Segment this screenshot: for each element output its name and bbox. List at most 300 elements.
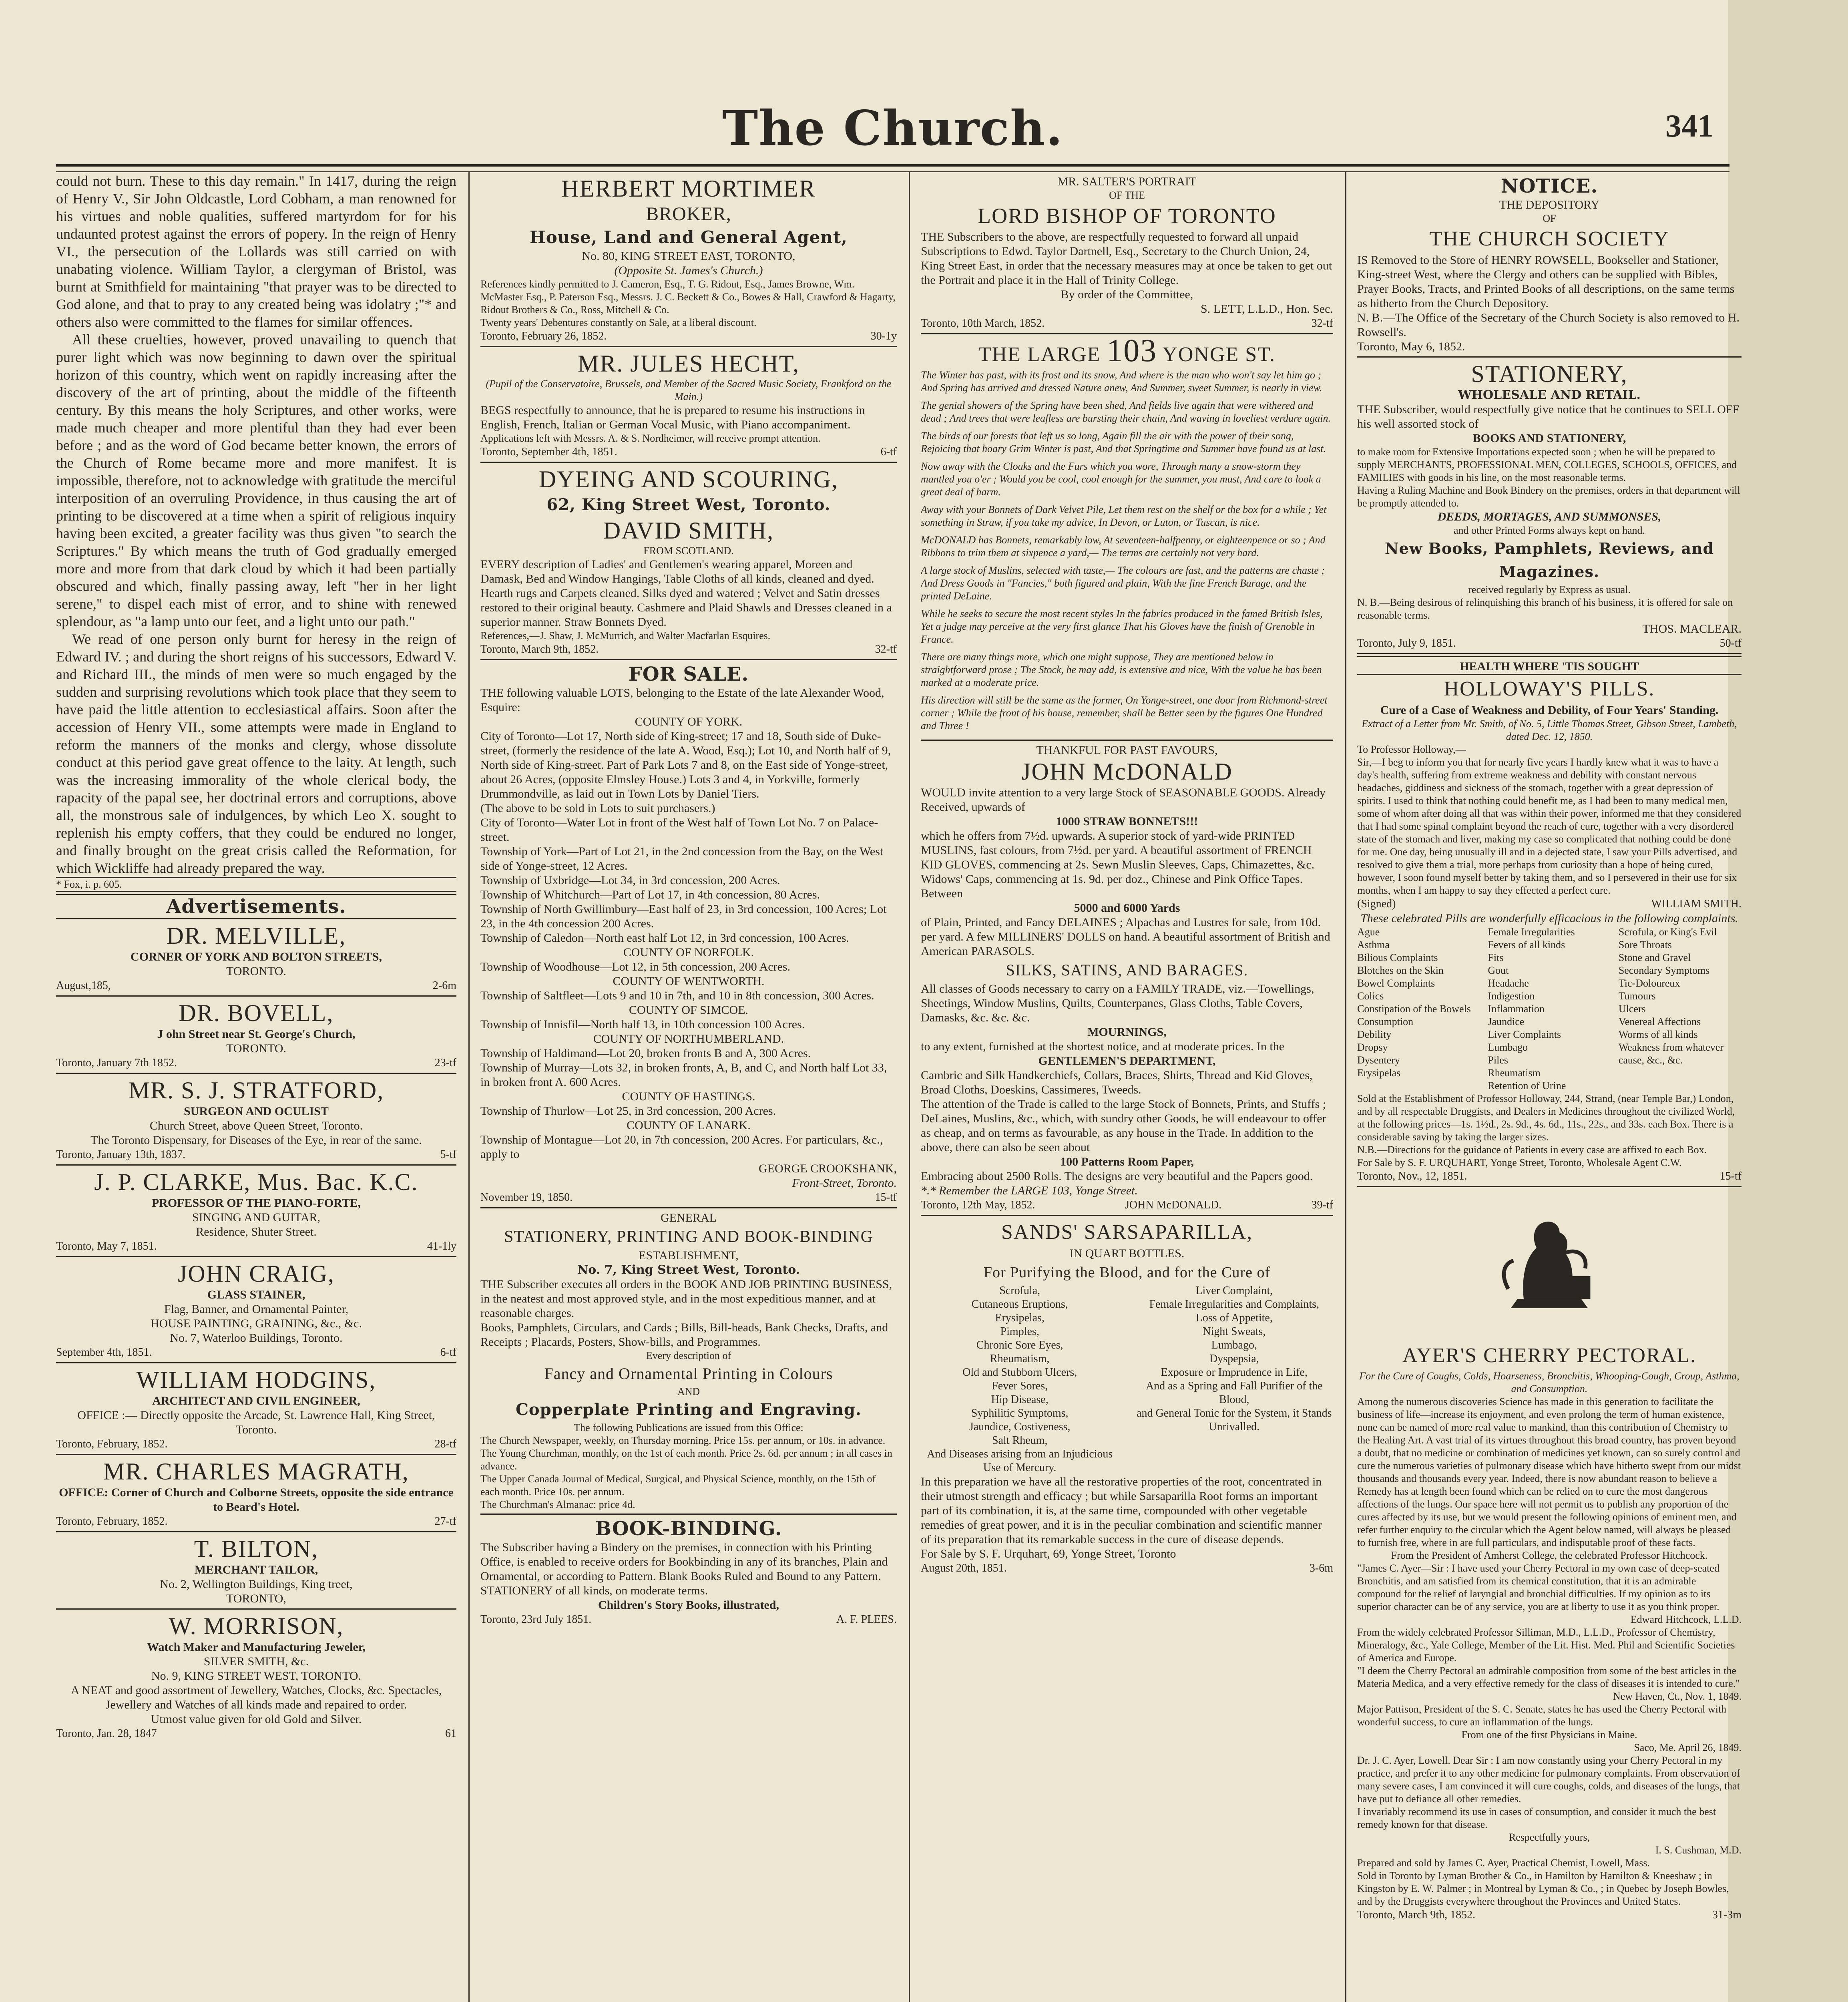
ad-title: BOOK-BINDING.: [595, 1518, 782, 1540]
ad-body: *.* Remember the LARGE 103, Yonge Street.: [921, 1184, 1138, 1197]
sale-item: Township of Innisfil—North half 13, in 10th concession 100 Acres.: [480, 1018, 805, 1031]
advertisement: [56, 1257, 456, 1362]
ad-date: Saco, Me. April 26, 1849.: [1634, 1742, 1742, 1753]
ad-body: "I deem the Cherry Pectoral an admirable composition from some of the best articles in the Materia Medica, and a very effective remedy for the class of diseases it is intended to cure.": [1357, 1665, 1740, 1689]
disease-item: Scrofula,: [999, 1284, 1041, 1297]
county-heading: COUNTY OF LANARK.: [627, 1119, 751, 1132]
ad-date: Toronto, January 7th 1852.: [56, 1057, 177, 1069]
ad-code: 2-6m: [432, 979, 456, 992]
county-heading: COUNTY OF WENTWORTH.: [613, 975, 765, 988]
ad-feature: GENTLEMEN'S DEPARTMENT,: [1038, 1054, 1216, 1067]
ad-subtitle: House, Land and General Agent,: [530, 227, 848, 247]
ad-body: Embracing about 2500 Rolls. The designs are very beautiful and the Papers good.: [921, 1170, 1313, 1183]
ad-subtitle: ESTABLISHMENT,: [639, 1249, 739, 1262]
ad-code: 6-tf: [440, 1346, 456, 1359]
complaint-item: Venereal Affections: [1618, 1016, 1701, 1027]
ad-footer: [56, 979, 456, 993]
ad-body: By order of the Committee,: [1061, 288, 1193, 301]
advertisement: [56, 919, 456, 995]
ad-body: To Professor Holloway,—: [1357, 744, 1466, 755]
article-paragraph: could not burn. These to this day remain." In 1417, during the reign of Henry V., Sir John Oldcastle, Lord Cobham, a man renowned for his virtues and noble qualities, suffered martyrdom for for his undaunted protest against the errors of popery. In the reign of Henry VI., the persecution of the Lollards was still carried on with unabating violence. William Taylor, a clergyman of Bristol, was burnt at Smithfield for maintaining "that prayer was to be directed to God alone, and that to pray to any created being was idolatry ;"* and others also were committed to the flames for similar offences.: [56, 173, 456, 330]
disease-item: Loss of Appetite,: [1195, 1312, 1273, 1324]
ad-title-part: THE LARGE: [978, 343, 1101, 366]
ad-address: (Opposite St. James's Church.): [614, 264, 763, 277]
ad-maclear: [1357, 358, 1742, 653]
ad-stationery-printing: [480, 1208, 897, 1514]
advertisements-heading: Advertisements.: [166, 895, 346, 918]
ad-of: OF: [1543, 213, 1556, 224]
sale-item: Township of Saltfleet—Lots 9 and 10 in 7th, and 10 in 8th concession, 300 Acres.: [480, 989, 874, 1002]
ad-signer: I. S. Cushman, M.D.: [1655, 1844, 1742, 1856]
verse: While he seeks to secure the most recent styles In the fabrics produced in the famed British Isles, Yet a judge may perceive at the very first glance That his Gloves have the finish of Grenoble in France.: [921, 608, 1323, 645]
ad-name: DR. BOVELL,: [179, 1000, 334, 1026]
ad-code: 27-tf: [434, 1515, 456, 1528]
ad-body: Prepared and sold by James C. Ayer, Practical Chemist, Lowell, Mass.: [1357, 1857, 1650, 1869]
ad-signer: GEORGE CROOKSHANK,: [758, 1162, 897, 1175]
disease-item: Jaundice, Costiveness,: [969, 1421, 1071, 1433]
advertisement: [56, 997, 456, 1073]
verse: His direction will still be the same as the former, On Yonge-street, one door from Richmond-street corner ; While the front of his house, remember, shall be Better seen by the figures One Hundred and Three !: [921, 694, 1328, 732]
ad-name: HERBERT MORTIMER: [561, 175, 816, 202]
footnote: * Fox, i. p. 605.: [56, 878, 122, 890]
sale-item: Township of Uxbridge—Lot 34, in 3rd concession, 200 Acres.: [480, 874, 780, 887]
complaint-item: Rheumatism: [1488, 1067, 1541, 1079]
ad-title: SANDS' SARSAPARILLA,: [1001, 1221, 1253, 1244]
ad-date: New Haven, Ct., Nov. 1, 1849.: [1613, 1690, 1742, 1702]
sale-item: Township of Murray—Lots 32, in broken fronts, A, B, and C, and North half Lot 33, in broken front A. 600 Acres.: [480, 1061, 887, 1089]
ad-pretitle: GENERAL: [661, 1211, 717, 1224]
publication-list: [480, 1434, 897, 1511]
ad-body: From one of the first Physicians in Maine.: [1461, 1729, 1637, 1741]
ad-line: TORONTO.: [226, 965, 286, 978]
ad-portrait: [921, 172, 1333, 333]
ad-body: From the President of Amherst College, the celebrated Professor Hitchcock.: [1391, 1550, 1708, 1561]
ad-title-number: 103: [1107, 333, 1157, 368]
divider: [1357, 653, 1742, 657]
ad-body: Books, Pamphlets, Circulars, and Cards ; Bills, Bill-heads, Bank Checks, Drafts, and Receipts ; Placards, Posters, Show-bills, and Programmes.: [480, 1321, 888, 1349]
column-rule: [468, 172, 470, 2002]
complaint-item: Inflammation: [1488, 1003, 1545, 1015]
article-paragraph: All these cruelties, however, proved unavailing to quench that purer light which was now beginning to dawn over the spiritual horizon of this country, which went on rapidly increasing after the discovery of the art of printing, about the middle of the fifteenth century. By this means the holy Scriptures, and other works, were made much cheaper and more plentiful than they had ever been before ; and as the word of God became better known, the errors of the Church of Rome became more and more manifest. It is impossible, therefore, not to acknowledge with gratitude the merciful interposition of an overruling Providence, in thus causing the art of printing to be discovered at a time when a spirit of religious inquiry having been excited, a greater facility was thus given "to search the Scriptures." By which means the truth of God gradually emerged more and more from that dark cloud by which it had been partially obscured and which, finally passing away, left "her in her light serene," to dispel each mist of error, and to shine with renewed splendour, as "a lamp unto our feet, and a light unto our path.": [56, 332, 456, 629]
ad-code: 31-3m: [1712, 1909, 1742, 1921]
ad-line: The Toronto Dispensary, for Diseases of the Eye, in rear of the same.: [90, 1134, 422, 1147]
ad-signer: JOHN McDONALD.: [1125, 1199, 1222, 1211]
ad-signer: WILLIAM SMITH.: [1651, 898, 1742, 910]
ad-feature: New Books, Pamphlets, Reviews, and Magazines.: [1384, 539, 1714, 581]
county-heading: COUNTY OF HASTINGS.: [622, 1090, 755, 1103]
ad-date: Toronto, 23rd July 1851.: [480, 1613, 592, 1626]
ad-body: N. B.—Being desirous of relinquishing this branch of his business, it is offered for sale on reasonable terms.: [1357, 597, 1733, 621]
ad-code: 23-tf: [434, 1057, 456, 1069]
disease-item: Hip Disease,: [991, 1393, 1049, 1406]
ad-date: August 20th, 1851.: [921, 1562, 1007, 1574]
ad-line: Utmost value given for old Gold and Silver.: [151, 1713, 362, 1726]
ad-body: THE following valuable LOTS, belonging to the Estate of the late Alexander Wood, Esquire:: [480, 686, 884, 714]
ad-code: 32-tf: [1311, 317, 1333, 330]
sale-item: Township of Montague—Lot 20, in 7th concession, 200 Acres. For particulars, &c., apply to: [480, 1133, 883, 1161]
ad-footer: [56, 1345, 456, 1360]
advertisement: [56, 1363, 456, 1454]
verse: McDONALD has Bonnets, remarkably low, At seventeen-halfpenny, or eighteenpence or so ; And Ribbons to trim them at sixpence a yard,— The terms are certainly not very hard.: [921, 534, 1326, 559]
divider: [1357, 1186, 1742, 1187]
sale-sections: [480, 715, 897, 1162]
ad-footer: [56, 1727, 456, 1741]
ad-body: WOULD invite attention to a very large Stock of SEASONABLE GOODS. Already Received, upwards of: [921, 786, 1326, 814]
ad-address: Front-Street, Toronto.: [792, 1176, 897, 1190]
disease-item: Old and Stubborn Ulcers,: [962, 1366, 1077, 1379]
ad-line: SILVER SMITH, &c.: [203, 1655, 309, 1668]
ad-address: No. 80, KING STREET EAST, TORONTO,: [582, 249, 795, 263]
page-number: 341: [1665, 109, 1713, 144]
ad-address: 62, King Street West, Toronto.: [546, 495, 831, 514]
ad-body: Sold at the Establishment of Professor Holloway, 244, Strand, (near Temple Bar,) London, and by all respectable Druggists, and Dealers in Medicines throughout the civilized World, at the following prices—1s. 1½d., 2s. 9d., 4s. 6d., 11s., 22s., and 33s. each Box. There is a considerable saving by taking the larger sizes.: [1357, 1093, 1735, 1143]
complaint-item: Retention of Urine: [1488, 1080, 1566, 1091]
county-heading: COUNTY OF NORFOLK.: [623, 946, 754, 959]
sale-item: Township of Caledon—North east half Lot 12, in 3rd concession, 100 Acres.: [480, 931, 850, 945]
ad-code: 30-1y: [870, 330, 897, 342]
ad-banner: HEALTH WHERE 'TIS SOUGHT: [1460, 660, 1639, 673]
column-2: [480, 172, 897, 2002]
ad-line: A NEAT and good assortment of Jewellery, Watches, Clocks, &c. Spectacles, Jewellery and Watches of all kinds made and repaired to order.: [70, 1684, 442, 1711]
ad-line: OFFICE :— Directly opposite the Arcade, St. Lawrence Hall, King Street, Toronto.: [77, 1409, 435, 1436]
ad-body: Sir,—I beg to inform you that for nearly five years I hardly knew what it was to have a day's health, suffering from extreme weakness and debility with constant nervous headaches, giddiness and sickness of the stomach, together with a great depression of spirits. I used to think that nothing could benefit me, as I had been to many medical men, some of whom after doing all that was within their power, informed me that they considered that I had some spinal complaint beyond the reach of cure, together with a very disordered state of the stomach and liver, making my case so complicated that nothing could be done for me. One day, being unusually ill and in a dejected state, I saw your Pills advertised, and resolved to give them a trial, more perhaps from curiosity than a hope of being cured, however, I soon found myself better by taking them, and so I persevered in their use for six months, when I am happy to say they effected a perfect cure.: [1357, 756, 1742, 896]
complaint-item: Colics: [1357, 990, 1384, 1002]
advertisement: [56, 1074, 456, 1164]
ad-body: Extract of a Letter from Mr. Smith, of No. 5, Little Thomas Street, Gibson Street, Lambeth, dated Dec. 12, 1850.: [1362, 718, 1737, 742]
complaint-item: Fevers of all kinds: [1488, 939, 1565, 951]
ad-date: August,185,: [56, 979, 111, 992]
ad-body: THE Subscriber, would respectfully give notice that he continues to SELL OFF his well assorted stock of: [1357, 403, 1740, 430]
ad-body: to make room for Extensive Importations expected soon ; when he will be prepared to supply MERCHANTS, PROFESSIONAL MEN, COLLEGES, SCHOOLS, OFFICES, and FAMILIES with goods in his line, on the most reasonable terms.: [1357, 446, 1737, 483]
ad-date: Toronto, September 4th, 1851.: [480, 446, 617, 458]
ad-title: NOTICE.: [1500, 175, 1598, 197]
verse: There are many things more, which one might suppose, They are mentioned below in straightforward prose ; The Stock, he may add, is extensive and nice, With the value he has been marked at a moderate price.: [921, 651, 1322, 688]
complaint-list-right: [1619, 926, 1742, 1092]
ad-line: ARCHITECT AND CIVIL ENGINEER,: [152, 1394, 360, 1407]
complaint-item: Jaundice: [1488, 1016, 1525, 1027]
sale-item: (The above to be sold in Lots to suit purchasers.): [480, 802, 715, 815]
ad-line: Church Street, above Queen Street, Toronto.: [149, 1119, 363, 1132]
ad-and: AND: [677, 1386, 700, 1397]
verse: Now away with the Cloaks and the Furs which you wore, Through many a snow-storm they mantled you o'er ; Would you be cool, cool enough for the summer, you must, And care to look a great deal of harm.: [921, 460, 1321, 498]
ad-line: TORONTO.: [226, 1042, 286, 1055]
disease-list-left: [921, 1284, 1119, 1475]
divider: [56, 891, 456, 895]
ad-subtitle: For the Cure of Coughs, Colds, Hoarseness, Bronchitis, Whooping-Cough, Croup, Asthma, and Consumption.: [1359, 1370, 1740, 1395]
page-edge: [1728, 0, 1848, 2002]
county-heading: COUNTY OF NORTHUMBERLAND.: [593, 1032, 784, 1045]
ad-feature: DEEDS, MORTAGES, AND SUMMONSES,: [1437, 510, 1661, 523]
ad-line: PROFESSOR OF THE PIANO-FORTE,: [151, 1196, 361, 1210]
disease-item: Cutaneous Eruptions,: [971, 1298, 1068, 1311]
ad-body: Sold in Toronto by Lyman Brother & Co., in Hamilton by Hamilton & Kneeshaw ; in Kingston by E. W. Palmer ; in Montreal by Lyman & Co., ; in Quebec by Joseph Bowles, and by the Druggists everywhere throughout the Provinces and United States.: [1357, 1870, 1729, 1907]
ad-feature: Fancy and Ornamental Printing in Colours: [544, 1365, 833, 1383]
ad-body: The Subscriber having a Bindery on the premises, in connection with his Printing Office, is enabled to receive orders for Bookbinding in any of its branches, Plain and Ornamental, or according to Pattern. Blank Books Ruled and Bound to any Pattern.: [480, 1541, 888, 1583]
ad-pretitle: MR. SALTER'S PORTRAIT: [1057, 175, 1197, 188]
ad-body: Applications left with Messrs. A. & S. Nordheimer, will receive prompt attention.: [480, 432, 821, 444]
complaint-item: Bowel Complaints: [1357, 977, 1435, 989]
ad-line: No. 9, KING STREET WEST, TORONTO.: [151, 1669, 362, 1682]
ad-sands: [921, 1216, 1333, 1578]
complaint-item: Fits: [1488, 952, 1504, 963]
sale-item: Township of Thurlow—Lot 25, in 3rd concession, 200 Acres.: [480, 1104, 776, 1118]
ad-body: References kindly permitted to J. Cameron, Esq., T. G. Ridout, Esq., James Browne, Wm. McMaster Esq., P. Paterson Esq., Messrs. J. C. Beckett & Co., Bowes & Hall, Crawford & Hagarty, Ridout Brothers & Co., Ross, Mitchell & Co.: [480, 278, 896, 316]
ad-body: References,—J. Shaw, J. McMurrich, and Walter Macfarlan Esquires.: [480, 630, 771, 641]
column-3: [921, 172, 1333, 2002]
complaint-item: Secondary Symptoms: [1618, 965, 1710, 976]
ad-date: Toronto, February, 1852.: [56, 1438, 168, 1450]
ad-body: Every description of: [646, 1350, 731, 1361]
ad-line: MERCHANT TAILOR,: [194, 1563, 318, 1576]
ad-body: Among the numerous discoveries Science has made in this generation to facilitate the business of life—increase its enjoyment, and even prolong the term of human existence, none can be named of more real value to mankind, than this contribution of Chemistry to the Healing Art. A vast trial of its virtues throughout this broad country, has proven beyond a doubt, that no medicine or combination of medicines yet known, can so surely control and cure the numerous varieties of pulmonary disease which have hitherto swept from our midst thousands and thousands every year. Indeed, there is now abundant reason to believe a Remedy has at length been found which can be relied on to cure the most dangerous affections of the lungs. Our space here will not permit us to publish any proportion of the cures affected by its use, but we would present the following opinions of eminent men, and refer further enquiry to the circular which the Agent below named, will always be pleased to furnish free, where in are full particulars, and indisputable proof of these facts.: [1357, 1396, 1741, 1548]
ad-notice: [1357, 172, 1742, 356]
complaint-item: Worms of all kinds: [1618, 1029, 1698, 1040]
ad-date: Toronto, May 7, 1851.: [56, 1240, 157, 1252]
complaint-item: Stone and Gravel: [1618, 952, 1691, 963]
masthead-rule: [56, 164, 1729, 172]
complaint-item: Erysipelas: [1357, 1067, 1401, 1079]
ad-code: 32-tf: [875, 643, 897, 655]
verse: The birds of our forests that left us so long, Again fill the air with the power of their song, Rejoicing that hoary Grim Winter is past, And that Springtime and Summer have found us at last.: [921, 430, 1326, 454]
sale-item: City of Toronto—Water Lot in front of the West half of Town Lot No. 7 on Palace-street.: [480, 816, 878, 844]
complaint-list-middle: [1488, 926, 1611, 1092]
disease-item: Dyspepsia,: [1209, 1353, 1259, 1365]
complaint-item: Piles: [1488, 1054, 1508, 1066]
publication-item: The Young Churchman, monthly, on the 1st of each month. Price 2s. 6d. per annum ; in all cases in advance.: [480, 1447, 892, 1472]
ad-title: HOLLOWAY'S PILLS.: [1444, 677, 1655, 700]
complaint-item: Dysentery: [1357, 1054, 1400, 1066]
complaint-item: Liver Complaints: [1488, 1029, 1561, 1040]
ad-line: J ohn Street near St. George's Church,: [157, 1027, 356, 1041]
complaint-item: Lumbago: [1488, 1041, 1528, 1053]
ad-feature: 1000 STRAW BONNETS!!!: [1056, 815, 1198, 828]
ad-bookbinding: [480, 1515, 897, 1629]
ad-body: In this preparation we have all the restorative properties of the root, concentrated in their utmost strength and efficacy ; but while Sarsaparilla Root forms an important part of its combination, it is, at the same time, compounded with other vegetable remedies of great power, and it is in the peculiar combination and scientific manner of its preparation that its remarkable success in the cure of disease depends.: [921, 1475, 1322, 1546]
ad-name: DAVID SMITH,: [603, 517, 774, 544]
publication-item: The Churchman's Almanac: price 4d.: [480, 1499, 635, 1510]
ad-title: BROKER,: [646, 203, 731, 225]
verse: The Winter has past, with its frost and its snow, And where is the man who won't say let him go ; And Spring has arrived and dressed Nature anew, And Summer, sweet Summer, is nearly in view.: [921, 369, 1322, 394]
disease-list: [921, 1284, 1333, 1475]
ad-line: No. 2, Wellington Buildings, King treet,: [160, 1578, 353, 1591]
ad-line: SURGEON AND OCULIST: [184, 1105, 329, 1118]
ad-name: MR. CHARLES MAGRATH,: [103, 1458, 409, 1485]
ad-signer: A. F. PLEES.: [836, 1613, 897, 1626]
ad-title: FOR SALE.: [628, 663, 749, 685]
ad-signed: (Signed): [1357, 898, 1396, 910]
ad-name: DR. MELVILLE,: [166, 923, 346, 949]
ad-line: OFFICE: Corner of Church and Colborne Streets, opposite the side entrance to Beard's Hotel.: [59, 1486, 454, 1514]
ad-body: and other Printed Forms always kept on hand.: [1453, 525, 1645, 536]
disease-item: and General Tonic for the System, it Stands Unrivalled.: [1137, 1407, 1332, 1433]
disease-item: Erysipelas,: [995, 1312, 1045, 1324]
ad-subtitle: (Pupil of the Conservatoire, Brussels, and Member of the Sacred Music Society, Frankford on the Main.): [486, 378, 892, 402]
ad-line: GLASS STAINER,: [207, 1288, 305, 1301]
ad-footer: [56, 1148, 456, 1162]
ad-line: Watch Maker and Manufacturing Jeweler,: [147, 1640, 366, 1654]
ad-date: Toronto, January 13th, 1837.: [56, 1148, 186, 1161]
advertisement: [56, 1455, 456, 1531]
ad-mortimer: [480, 172, 897, 346]
ad-feature: MOURNINGS,: [1087, 1025, 1167, 1039]
ad-name: JOHN McDONALD: [1021, 758, 1233, 785]
disease-item: Fever Sores,: [992, 1380, 1048, 1392]
ad-date: Toronto, March 9th, 1852.: [1357, 1909, 1476, 1921]
ad-holloway: [1357, 657, 1742, 1186]
ad-body: THE Subscriber executes all orders in the BOOK AND JOB PRINTING BUSINESS, in the neatest and most approved style, and in the most expeditious manner, and at reasonable charges.: [480, 1278, 892, 1320]
ad-line: CORNER OF YORK AND BOLTON STREETS,: [131, 950, 382, 963]
complaint-item: Ague: [1357, 926, 1380, 938]
publication-item: The Church Newspaper, weekly, on Thursday morning. Price 15s. per annum, or 10s. in advance.: [480, 1435, 886, 1446]
verse-list: [921, 369, 1333, 732]
publication-item: The Upper Canada Journal of Medical, Surgical, and Physical Science, monthly, on the 15th of each month. Price 10s. per annum.: [480, 1473, 876, 1497]
ad-code: 15-tf: [875, 1191, 897, 1204]
verse: The genial showers of the Spring have been shed, And fields live again that were withered and dead ; And trees that were leafless are bursting their chain, And waving in loveliest verdure again.: [921, 400, 1331, 424]
sale-item: City of Toronto—Lot 17, North side of King-street; 17 and 18, South side of Duke-street, (formerly the residence of the late A. Wood, Esq.); Lot 10, and North half of 9, North side of King-street. Part of Park Lots 7 and 8, on the East side of Yonge-street, about 26 Acres, (opposite Elmsley House.) Lots 3 and 4, in Yorkville, formerly Drummondville, as laid out in Town Lots by Daniel Tiers.: [480, 730, 891, 800]
ad-footer: [56, 1056, 456, 1070]
ad-body: EVERY description of Ladies' and Gentlemen's wearing apparel, Moreen and Damask, Bed and Window Hangings, Table Cloths of all kinds, cleaned and dyed. Hearth rugs and Carpets cleaned. Silks dyed and watered ; Velvet and Satin dresses restored to their original beauty. Cashmere and Plaid Shawls and Dresses cleaned in a superior manner. Straw Bonnets Dyed.: [480, 558, 892, 629]
ad-code: 41-1ly: [427, 1240, 456, 1252]
advertisement: [56, 1166, 456, 1256]
sale-item: Township of Haldimand—Lot 20, broken fronts B and A, 300 Acres.: [480, 1047, 811, 1060]
ad-feature: Children's Story Books, illustrated,: [598, 1598, 779, 1612]
ad-subtitle: IN QUART BOTTLES.: [1069, 1247, 1185, 1260]
county-heading: COUNTY OF YORK.: [635, 715, 743, 728]
ad-name: THE CHURCH SOCIETY: [1429, 227, 1669, 250]
ad-subtitle: Cure of a Case of Weakness and Debility, of Four Years' Standing.: [1380, 704, 1719, 717]
complaint-item: Weakness from whatever cause, &c., &c.: [1618, 1041, 1723, 1066]
ad-title: AYER'S CHERRY PECTORAL.: [1402, 1344, 1696, 1367]
ad-body: For Sale by S. F. Urquhart, 69, Yonge Street, Toronto: [921, 1547, 1176, 1560]
sale-item: Township of York—Part of Lot 21, in the 2nd concession from the Bay, on the West side of Yonge-street, 12 Acres.: [480, 845, 884, 872]
ad-signer: Edward Hitchcock, L.L.D.: [1630, 1614, 1742, 1625]
ad-body: These celebrated Pills are wonderfully efficacious in the following complaints.: [1360, 912, 1738, 925]
ad-body: Major Pattison, President of the S. C. Senate, states he has used the Cherry Pectoral with wonderful success, to cure an inflammation of the lungs.: [1357, 1703, 1727, 1728]
ad-title: LORD BISHOP OF TORONTO: [978, 204, 1276, 228]
newspaper-title: The Church.: [722, 100, 1063, 157]
ad-code: 50-tf: [1719, 637, 1742, 649]
ad-subtitle: THE DEPOSITORY: [1499, 198, 1600, 211]
column-4: [1357, 172, 1742, 2002]
ad-large-103: [921, 334, 1333, 740]
column-rule: [909, 172, 910, 2002]
ad-body: The following Publications are issued from this Office:: [574, 1422, 803, 1433]
disease-list-right: [1135, 1284, 1333, 1475]
lion-emblem-icon: [1485, 1199, 1613, 1327]
ad-pretitle: THANKFUL FOR PAST FAVOURS,: [1036, 744, 1218, 757]
ad-feature: Copperplate Printing and Engraving.: [516, 1400, 862, 1419]
ad-origin: FROM SCOTLAND.: [643, 545, 734, 557]
complaint-item: Gout: [1488, 965, 1509, 976]
ad-body: Twenty years' Debentures constantly on Sale, at a liberal discount.: [480, 317, 757, 328]
column-rule: [1345, 172, 1346, 2002]
ad-date: September 4th, 1851.: [56, 1346, 152, 1359]
ad-date: Toronto, March 9th, 1852.: [480, 643, 599, 655]
county-heading: COUNTY OF SIMCOE.: [629, 1003, 749, 1017]
ad-body: All classes of Goods necessary to carry on a FAMILY TRADE, viz.—Towellings, Sheetings, Window Muslins, Quilts, Counterpanes, Glass Cloths, Table Covers, Damasks, &c. &c. &c.: [921, 982, 1314, 1024]
ad-code: 39-tf: [1311, 1199, 1333, 1211]
ad-title: DYEING AND SCOURING,: [538, 466, 839, 492]
article-paragraph: We read of one person only burnt for heresy in the reign of Edward IV. ; and during the short reigns of his successors, Edward V. and Richard III., the minds of men were so much engaged by the sudden and surprising revolutions which took place that they seem to have paid the little attention to ecclesiastical affairs. Soon after the accession of Henry VII., some attempts were made in England to reform the manners of the monks and clergy, whose dissolute conduct at this period gave great offence to the laity. At length, such was the increasing immorality of the whole clerical body, the rapacity of the papal see, her doctrinal errors and corruptions, above all, the monstrous sale of indulgences, by which Leo X. sought to replenish his empty coffers, that they could be endured no longer, and finally brought on the great crisis called the Reformation, for which Wickliffe had already prepared the way.: [56, 631, 456, 876]
ad-footer: [56, 1437, 456, 1451]
ad-footer: [56, 1514, 456, 1529]
ad-body: Having a Ruling Machine and Book Bindery on the premises, orders in that department will be promptly attended to.: [1357, 484, 1740, 509]
complaint-item: Tic-Doloureux: [1618, 977, 1680, 989]
ad-body: For Sale by S. F. URQUHART, Yonge Street, Toronto, Wholesale Agent C.W.: [1357, 1157, 1682, 1168]
ad-smith: [480, 463, 897, 659]
ad-date: Toronto, February 26, 1852.: [480, 330, 607, 342]
ad-date: November 19, 1850.: [480, 1191, 573, 1204]
complaint-list-left: [1357, 926, 1480, 1092]
complaint-item: Bilious Complaints: [1357, 952, 1438, 963]
ad-code: 15-tf: [1719, 1170, 1742, 1182]
ad-body: received regularly by Express as usual.: [1468, 584, 1631, 595]
disease-item: Pimples,: [1000, 1325, 1039, 1338]
disease-item: And as a Spring and Fall Purifier of the Blood,: [1145, 1380, 1323, 1406]
disease-item: Lumbago,: [1211, 1339, 1257, 1351]
ad-name: MR. S. J. STRATFORD,: [128, 1077, 384, 1104]
ad-signer: THOS. MACLEAR.: [1642, 622, 1742, 635]
ad-name: MR. JULES HECHT,: [577, 350, 800, 377]
ad-body: N. B.—The Office of the Secretary of the Church Society is also removed to H. Rowsell's.: [1357, 311, 1740, 339]
disease-item: Female Irregularities and Complaints,: [1149, 1298, 1320, 1311]
ad-date: Toronto, May 6, 1852.: [1357, 340, 1465, 353]
disease-item: And Diseases arising from an Injudicious Use of Mercury.: [927, 1448, 1113, 1474]
complaint-item: Sore Throats: [1618, 939, 1672, 951]
ad-body: I invariably recommend its use in cases of consumption, and consider it much the best remedy known for that disease.: [1357, 1806, 1716, 1830]
ad-line: SINGING AND GUITAR,: [192, 1211, 321, 1224]
ad-body: "James C. Ayer—Sir : I have used your Cherry Pectoral in my own case of deep-seated Bronchitis, and am satisfied from its chemical constitution, that it is an admirable compound for the relief of laryngial and bronchial difficulties. If my opinion as to its superior character can be of any service, you are at liberty to use it as you think proper.: [1357, 1562, 1719, 1612]
sale-item: Township of North Gwillimbury—East half of 23, in 3rd concession, 100 Acres; Lot 23, in the 4th concession 200 Acres.: [480, 903, 887, 930]
ad-feature: 100 Patterns Room Paper,: [1060, 1155, 1194, 1168]
ad-feature: SILKS, SATINS, AND BARAGES.: [1006, 961, 1248, 979]
disease-item: Rheumatism,: [990, 1353, 1050, 1365]
ad-feature: BOOKS AND STATIONERY,: [1472, 432, 1626, 445]
ad-body: Cambric and Silk Handkerchiefs, Collars, Braces, Shirts, Thread and Kid Gloves, Broad Cloths, Doeskins, Cassimeres, Tweeds.: [921, 1069, 1313, 1096]
complaint-item: Tumours: [1618, 990, 1656, 1002]
disease-item: Night Sweats,: [1203, 1325, 1266, 1338]
verse: A large stock of Muslins, selected with taste,— The colours are fast, and the patterns are chaste ; And Dress Goods in "Fancies," both figured and plain, With the fine French Barage, and the printed DeLaine.: [921, 565, 1325, 602]
ad-title-part: YONGE ST.: [1162, 343, 1276, 366]
advertisement-list: [56, 919, 456, 1743]
ad-feature: 5000 and 6000 Yards: [1074, 901, 1180, 915]
complaint-item: Headache: [1488, 977, 1529, 989]
complaint-item: Asthma: [1357, 939, 1390, 951]
ad-name: WILLIAM HODGINS,: [136, 1367, 376, 1393]
ad-hecht: [480, 347, 897, 462]
disease-item: Liver Complaint,: [1195, 1284, 1273, 1297]
ad-address: No. 7, King Street West, Toronto.: [577, 1263, 800, 1277]
complaint-item: Constipation of the Bowels: [1357, 1003, 1471, 1015]
ad-code: 61: [445, 1727, 456, 1740]
ad-line: Flag, Banner, and Ornamental Painter,: [164, 1303, 348, 1316]
ad-date: Toronto, 10th March, 1852.: [921, 317, 1045, 330]
ad-code: 5-tf: [440, 1148, 456, 1161]
column-1: [56, 172, 456, 2002]
ad-of: OF THE: [1109, 189, 1145, 201]
ad-footer: [56, 1239, 456, 1254]
sale-item: Township of Whitchurch—Part of Lot 17, in 4th concession, 80 Acres.: [480, 888, 820, 901]
sale-item: Township of Woodhouse—Lot 12, in 5th concession, 200 Acres.: [480, 960, 791, 973]
ad-body: of Plain, Printed, and Fancy DELAINES ; Alpachas and Lustres for sale, from 10d. per yard. A few MILLINERS' DOLLS on hand. A beautiful assortment of British and American PARASOLS.: [921, 916, 1330, 958]
disease-item: Syphilitic Symptoms,: [971, 1407, 1069, 1419]
ad-body: STATIONERY of all kinds, on moderate terms.: [480, 1584, 708, 1597]
disease-item: Salt Rheum,: [992, 1434, 1048, 1447]
ad-title: STATIONERY, PRINTING AND BOOK-BINDING: [504, 1228, 873, 1246]
ad-line: No. 7, Waterloo Buildings, Toronto.: [170, 1331, 343, 1345]
disease-item: Chronic Sore Eyes,: [976, 1339, 1063, 1351]
ad-date: Toronto, February, 1852.: [56, 1515, 168, 1528]
